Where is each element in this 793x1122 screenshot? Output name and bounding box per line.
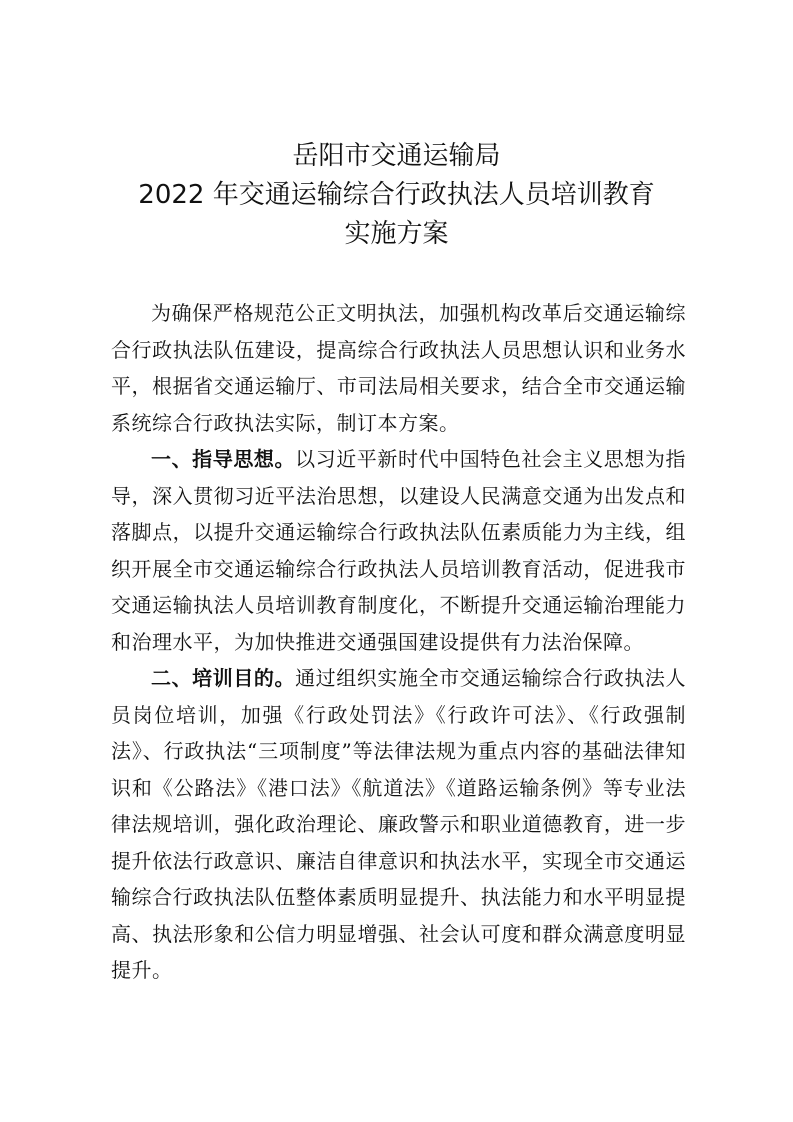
document-body: [111, 295, 686, 989]
title-line-3: 实施方案: [344, 219, 449, 249]
paragraph-intro-text: 为确保严格规范公正文明执法，加强机构改革后交通运输综合行政执法队伍建设，提高综合行政执法人员思想认识和业务水平，根据省交通运输厅、市司法局相关要求，结合全市交通运输系统综合行政执法实际，制订本方案。: [111, 301, 686, 435]
paragraph-intro: [111, 295, 686, 441]
title-line-1: 岳阳市交通运输局: [292, 141, 501, 171]
section-heading-training-purpose: 二、培训目的。: [151, 666, 296, 690]
section-heading-guiding-ideology: 一、指导思想。: [151, 447, 296, 471]
title-line-2: 2022 年交通运输综合行政执法人员培训教育: [138, 180, 655, 210]
paragraph-training-purpose: [111, 660, 686, 989]
document-title: [90, 137, 703, 254]
paragraph-guiding-ideology-text: 以习近平新时代中国特色社会主义思想为指导，深入贯彻习近平法治思想，以建设人民满意交通为出发点和落脚点，以提升交通运输综合行政执法队伍素质能力为主线，组织开展全市交通运输综合行政执法人员培训教育活动，促进我市交通运输执法人员培训教育制度化，不断提升交通运输治理能力和治理水平，为加快推进交通强国建设提供有力法治保障。: [111, 447, 687, 654]
paragraph-guiding-ideology: [111, 441, 686, 660]
paragraph-training-purpose-text: 通过组织实施全市交通运输综合行政执法人员岗位培训，加强《行政处罚法》《行政许可法》、《行政强制法》、行政执法“三项制度”等法律法规为重点内容的基础法律知识和《公路法》《港口法》《航道法》《道路运输条例》等专业法律法规培训，强化政治理论、廉政警示和职业道德教育，进一步提升依法行政意识、廉洁自律意识和执法水平，实现全市交通运输综合行政执法队伍整体素质明显提升、执法能力和水平明显提高、执法形象和公信力明显增强、社会认可度和群众满意度明显提升。: [111, 666, 687, 982]
